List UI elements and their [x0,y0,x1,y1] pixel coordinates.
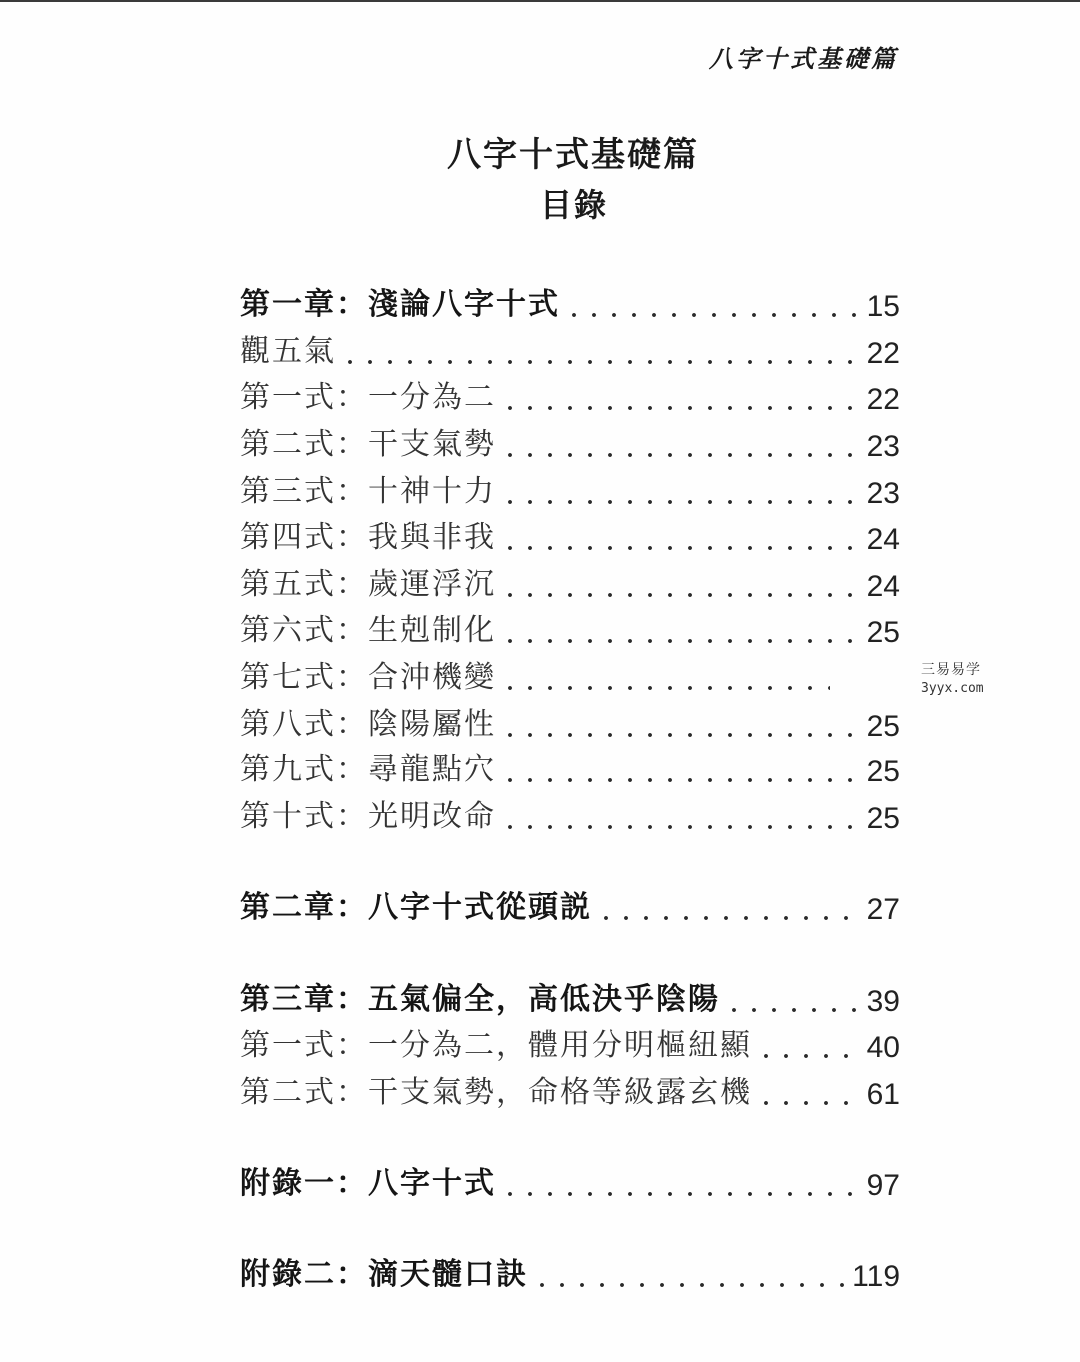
dot-leader [756,1026,863,1066]
toc-entry [240,1073,900,1113]
toc-entry [240,797,900,837]
running-header: 八字十式基礎篇 [709,44,898,73]
toc-entry-page: 23 [866,477,900,510]
toc-entry-label: 第九式：尋龍點穴 [240,752,496,787]
watermark [921,660,984,698]
toc-entry-label: 第一章：淺論八字十式 [240,287,560,322]
toc-entry-label: 第一式：一分為二，體用分明樞紐顯 [240,1028,752,1063]
toc-entry-page: 24 [866,523,900,556]
toc-entry-label: 附錄二：滴天髓口訣 [240,1257,528,1292]
toc-entry [240,611,900,651]
toc-entry-page: 39 [866,985,900,1018]
dot-leader [340,332,863,372]
dot-leader [500,705,863,745]
toc-entry-page: 97 [866,1169,900,1202]
toc-entry-page: 25 [866,755,900,788]
toc-entry-label: 第五式：歲運浮沉 [240,567,496,602]
toc-entry-label: 第四式：我與非我 [240,520,496,555]
toc-entry-page: 22 [866,337,900,370]
toc-entry-page: 40 [866,1031,900,1064]
toc-entry-label: 第三式：十神十力 [240,474,496,509]
toc-appendix-entry [240,1164,900,1204]
toc-entry-label: 附錄一：八字十式 [240,1166,496,1201]
toc-entry [240,705,900,745]
toc-entry-page: 61 [866,1078,900,1111]
toc-chapter-entry [240,888,900,928]
toc-entry [240,378,900,418]
dot-leader [724,980,863,1020]
toc-entry [240,658,830,698]
dot-leader [500,1164,863,1204]
toc-entry-page: 15 [866,290,900,323]
toc-entry-page: 119 [852,1260,900,1293]
dot-leader [564,285,863,325]
toc-entry-label: 第二式：干支氣勢，命格等級露玄機 [240,1075,752,1110]
dot-leader [500,425,863,465]
dot-leader [596,888,863,928]
watermark-url: 3yyx.com [921,681,984,696]
toc-entry-page: 25 [866,616,900,649]
toc-entry [240,472,900,512]
dot-leader [500,518,863,558]
toc-entry [240,518,900,558]
toc-entry-page: 24 [866,570,900,603]
toc-entry-label: 觀五氣 [240,334,336,369]
watermark-name: 三易易学 [921,662,981,678]
toc-entry-page: 22 [866,383,900,416]
toc-entry [240,425,900,465]
dot-leader [500,472,863,512]
toc-entry [240,1026,900,1066]
toc-entry-label: 第八式：陰陽屬性 [240,707,496,742]
toc-entry-label: 第三章：五氣偏全，高低決乎陰陽 [240,982,720,1017]
toc-entry-label: 第二式：干支氣勢 [240,427,496,462]
toc-appendix-entry [240,1255,900,1295]
toc-chapter-entry [240,285,900,325]
dot-leader [500,611,863,651]
toc-entry-page: 27 [866,893,900,926]
toc-entry-page: 23 [866,430,900,463]
toc-entry-page: 25 [866,802,900,835]
page-title: 八字十式基礎篇 [447,135,699,175]
dot-leader [500,565,863,605]
dot-leader [500,797,863,837]
toc-entry-label: 第七式：合沖機變 [240,660,496,695]
page-subtitle: 目錄 [540,186,609,224]
toc-chapter-entry [240,980,900,1020]
dot-leader [532,1255,848,1295]
toc-entry-page: 25 [866,710,900,743]
toc-entry [240,565,900,605]
toc-entry-label: 第二章：八字十式從頭説 [240,890,592,925]
dot-leader [500,378,863,418]
dot-leader [500,750,863,790]
top-border-line [0,0,1080,2]
toc-entry-label: 第六式：生剋制化 [240,613,496,648]
toc-entry-label: 第十式：光明改命 [240,799,496,834]
dot-leader [500,658,830,698]
toc-entry [240,750,900,790]
dot-leader [756,1073,863,1113]
toc-entry [240,332,900,372]
toc-entry-label: 第一式：一分為二 [240,380,496,415]
